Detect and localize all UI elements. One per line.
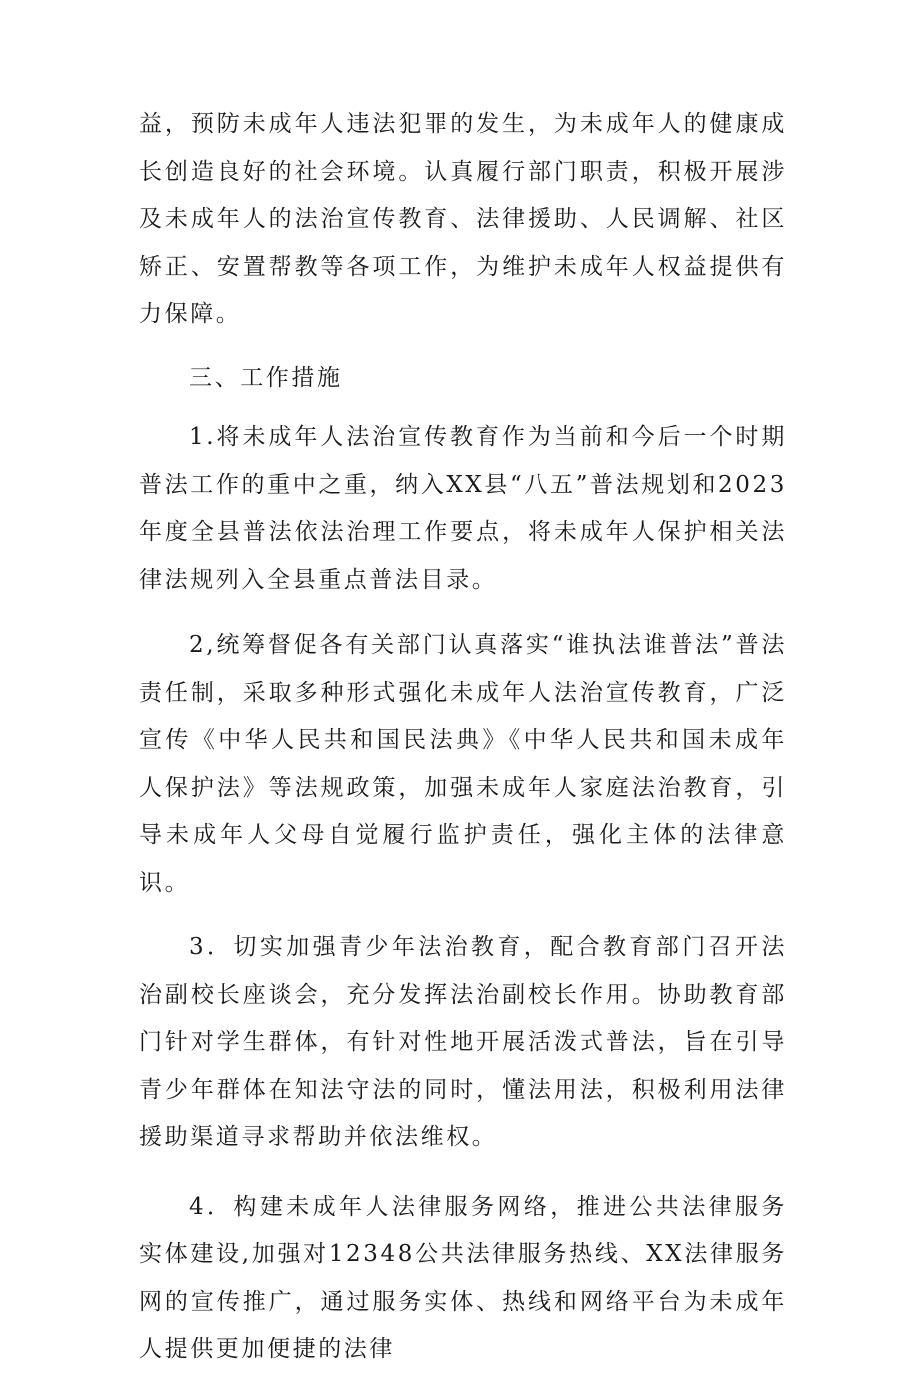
paragraph-measure-4: 4．构建未成年人法律服务网络，推进公共法律服务实体建设,加强对12348公共法律服务热线、XX法律服务网的宣传推广，通过服务实体、热线和网络平台为未成年人提供更加便捷的法律 bbox=[139, 1193, 787, 1362]
section-heading-work-measures: 三、工作措施 bbox=[189, 364, 343, 391]
paragraph-measure-2: 2,统筹督促各有关部门认真落实“谁执法谁普法”普法责任制，采取多种形式强化未成年人法治宣传教育，广泛宣传《中华人民共和国民法典》《中华人民共和国未成年人保护法》等法规政策，加强未成年人家庭法治教育，引导未成年人父母自觉履行监护责任，强化主体的法律意识。 bbox=[139, 632, 787, 896]
paragraph-measure-3: 3．切实加强青少年法治教育，配合教育部门召开法治副校长座谈会，充分发挥法治副校长作用。协助教育部门针对学生群体，有针对性地开展活泼式普法，旨在引导青少年群体在知法守法的同时，懂法用法，积极利用法律援助渠道寻求帮助并依法维权。 bbox=[139, 934, 787, 1150]
paragraph-measure-1: 1.将未成年人法治宣传教育作为当前和今后一个时期普法工作的重中之重，纳入XX县“八五”普法规划和2023年度全县普法依法治理工作要点，将未成年人保护相关法律法规列入全县重点普法目录。 bbox=[139, 424, 787, 593]
document-body bbox=[139, 101, 787, 1374]
paragraph-continuation: 益，预防未成年人违法犯罪的发生，为未成年人的健康成长创造良好的社会环境。认真履行部门职责，积极开展涉及未成年人的法治宣传教育、法律援助、人民调解、社区矫正、安置帮教等各项工作，为维护未成年人权益提供有力保障。 bbox=[139, 111, 787, 327]
